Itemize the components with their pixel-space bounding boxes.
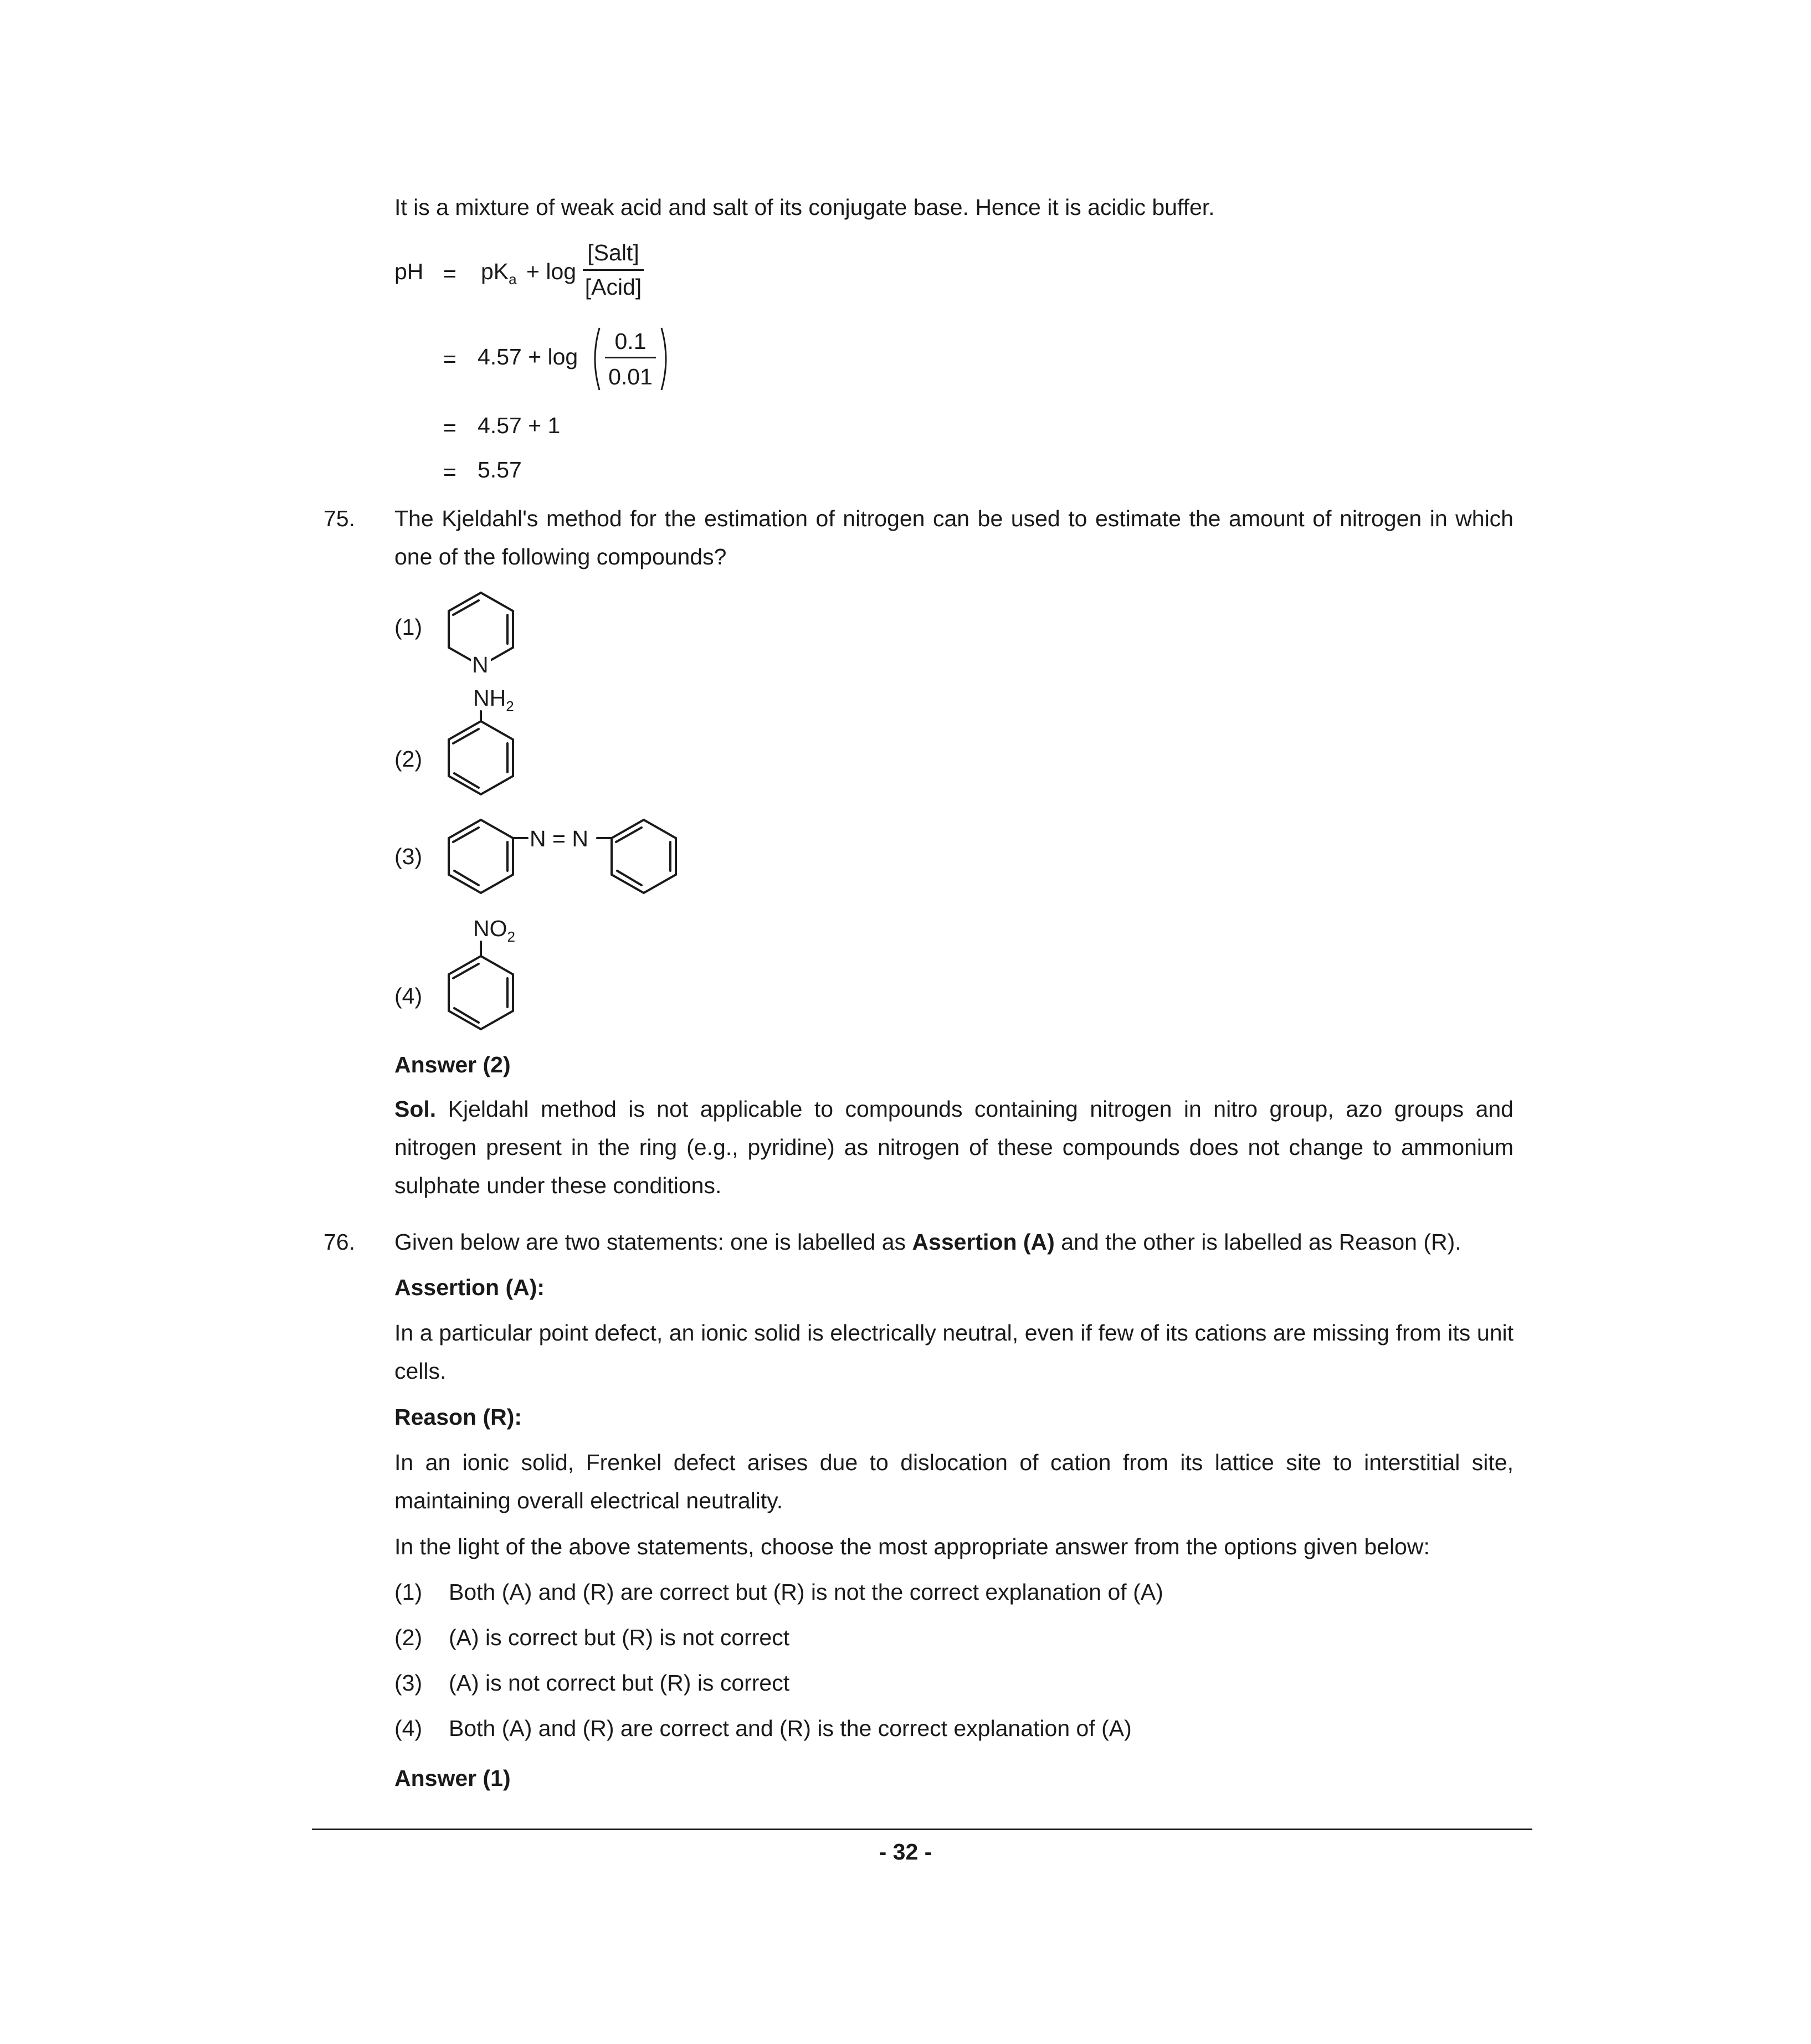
eq-pka-base: pK xyxy=(481,259,509,284)
eq-step2-prefix: 4.57 + log xyxy=(478,344,578,369)
q75-solution xyxy=(394,1090,1514,1205)
eq-step4: 5.57 xyxy=(478,457,522,482)
q76-assertion-heading: Assertion (A): xyxy=(394,1275,545,1300)
q76-answer: Answer (1) xyxy=(394,1765,511,1791)
azo-link-label: N = N xyxy=(530,826,588,851)
q76-option-4-label: (4) xyxy=(394,1716,423,1741)
q75-sol-label: Sol. xyxy=(394,1096,437,1122)
q76-assertion-text: In a particular point defect, an ionic solid is electrically neutral, even if few of its cations are missing from its unit cells. xyxy=(394,1320,1514,1384)
eq-lhs: pH xyxy=(394,259,424,284)
nitro-group-label xyxy=(473,916,515,945)
q75-option-2-label: (2) xyxy=(394,746,423,772)
q76-reason-text: In an ionic solid, Frenkel defect arises due to dislocation of cation from its lattice site to interstitial site, maintaining overall electrical neutrality. xyxy=(394,1450,1514,1513)
eq-step3: 4.57 + 1 xyxy=(478,413,561,438)
q75-option-4-label: (4) xyxy=(394,983,423,1009)
q76-intro xyxy=(394,1231,1461,1254)
q76-reason-heading: Reason (R): xyxy=(394,1404,522,1430)
right-paren-icon xyxy=(660,327,671,392)
aniline-group-sub: 2 xyxy=(506,698,514,715)
pyridine-structure-icon xyxy=(447,590,524,677)
footer-rule xyxy=(312,1829,1532,1830)
q76-number: 76. xyxy=(324,1229,355,1255)
left-paren-icon xyxy=(589,327,601,392)
eq-frac2-line xyxy=(605,357,656,358)
pyridine-atom-label: N xyxy=(472,652,489,677)
q76-intro-a: Given below are two statements: one is labelled as xyxy=(394,1229,912,1255)
eq-frac1-denominator: [Acid] xyxy=(584,274,642,300)
q76-option-4-text: Both (A) and (R) are correct and (R) is the correct explanation of (A) xyxy=(449,1716,1132,1741)
aniline-group-base: NH xyxy=(473,685,506,711)
eq-frac1-line xyxy=(583,269,644,271)
q76-option-2-text: (A) is correct but (R) is not correct xyxy=(449,1625,790,1650)
nitrobenzene-structure-icon xyxy=(447,917,535,1034)
eq-sign-1: = xyxy=(443,261,456,286)
q75-answer: Answer (2) xyxy=(394,1052,511,1077)
q76-instruction: In the light of the above statements, choose the most appropriate answer from the options given below: xyxy=(394,1534,1430,1559)
eq-pka xyxy=(481,260,517,286)
eq-sign-3: = xyxy=(443,415,456,440)
nitro-group-base: NO xyxy=(473,916,507,941)
eq-frac2-numerator: 0.1 xyxy=(614,328,647,354)
q76-option-1-text: Both (A) and (R) are correct but (R) is not the correct explanation of (A) xyxy=(449,1579,1163,1605)
eq-sign-4: = xyxy=(443,459,456,485)
nitro-group-sub: 2 xyxy=(507,928,515,945)
eq-pka-sub: a xyxy=(509,271,517,288)
eq-sign-2: = xyxy=(443,346,456,372)
eq-frac2-denominator: 0.01 xyxy=(608,364,653,389)
q76-intro-b: and the other is labelled as Reason (R). xyxy=(1054,1229,1461,1255)
eq-log-1: + log xyxy=(526,259,577,284)
aniline-group-label xyxy=(473,685,514,715)
q75-option-3-label: (3) xyxy=(394,844,423,869)
q75-text: The Kjeldahl's method for the estimation of nitrogen can be used to estimate the amount of nitrogen in which one of the following compounds? xyxy=(394,506,1514,569)
q76-option-3-label: (3) xyxy=(394,1670,423,1696)
q76-intro-bold: Assertion (A) xyxy=(912,1229,1055,1255)
q76-option-3-text: (A) is not correct but (R) is correct xyxy=(449,1670,790,1696)
aniline-structure-icon xyxy=(447,687,535,798)
eq-frac1-numerator: [Salt] xyxy=(587,240,639,265)
azobenzene-structure-icon xyxy=(447,814,690,903)
q76-option-2-label: (2) xyxy=(394,1625,423,1650)
q76-option-1-label: (1) xyxy=(394,1579,423,1605)
buffer-intro-text: It is a mixture of weak acid and salt of its conjugate base. Hence it is acidic buffer. xyxy=(394,194,1215,220)
q75-number: 75. xyxy=(324,506,355,531)
q75-option-1-label: (1) xyxy=(394,614,423,640)
q75-sol-text: Kjeldahl method is not applicable to compounds containing nitrogen in nitro group, azo groups and nitrogen present in the ring (e.g., pyridine) as nitrogen of these compounds does not change to ammonium sulphate under these conditions. xyxy=(394,1096,1514,1198)
page-number: - 32 - xyxy=(879,1839,932,1865)
